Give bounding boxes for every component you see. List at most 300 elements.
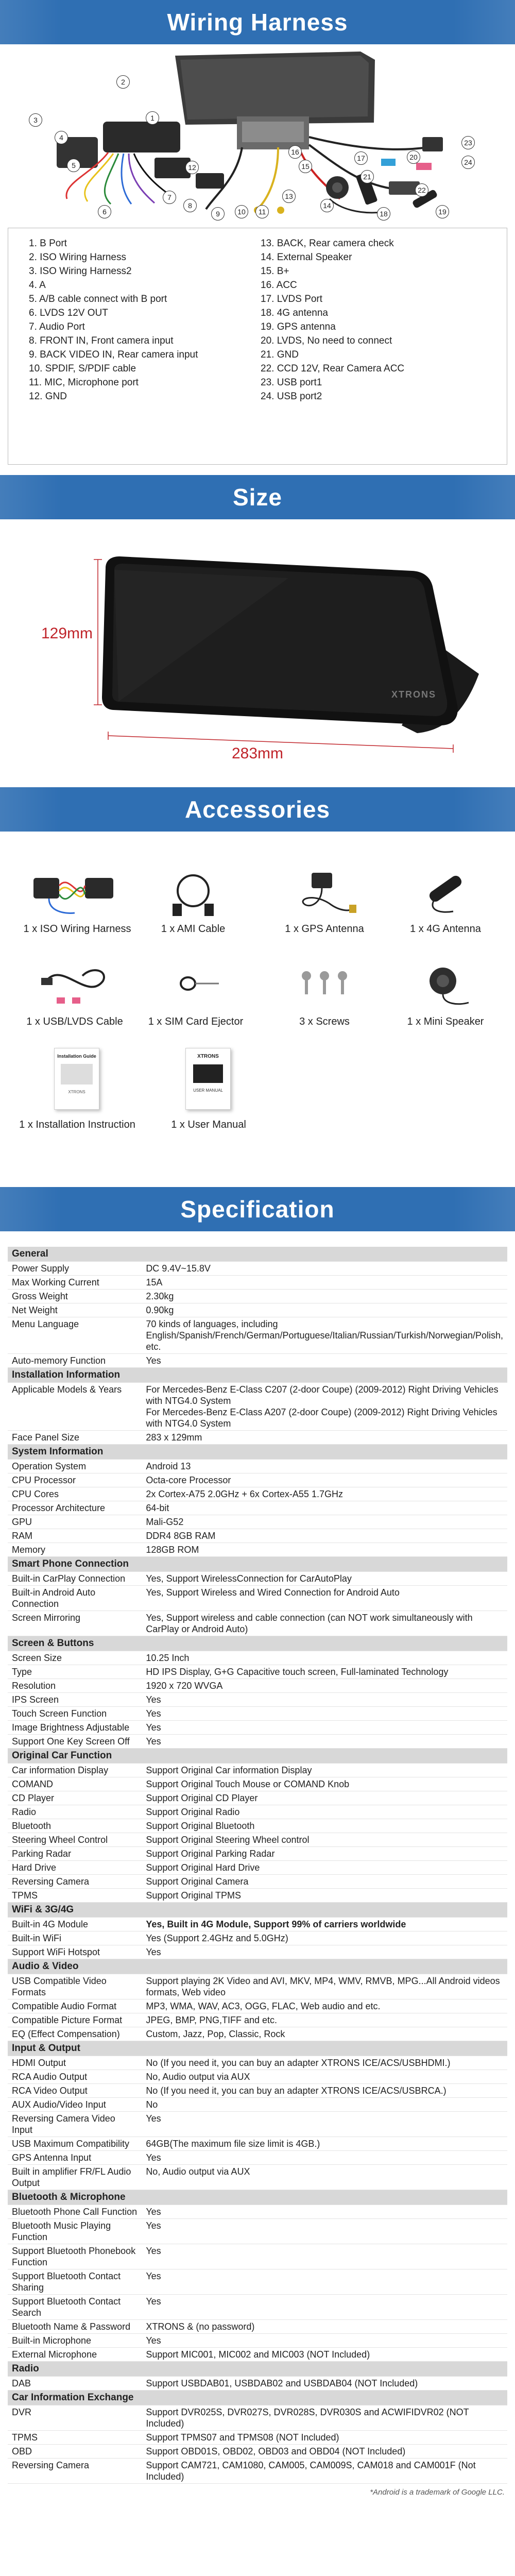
spec-key: Car information Display <box>8 1764 142 1777</box>
height-dimension: 129mm <box>41 625 93 642</box>
spec-key: Support Bluetooth Contact Sharing <box>8 2269 142 2295</box>
part-item: 8. FRONT IN, Front camera input <box>29 335 174 346</box>
spec-section-header <box>8 1247 507 1262</box>
callout-22: 22 <box>415 183 428 197</box>
spec-value: 2.30kg <box>142 1290 507 1303</box>
user-manual-booklet <box>185 1048 231 1110</box>
callout-11: 11 <box>255 205 269 218</box>
spec-value: Support Original Parking Radar <box>142 1847 507 1861</box>
spec-row <box>8 1777 507 1791</box>
spec-value: Support Original Touch Mouse or COMAND Knob <box>142 1777 507 1791</box>
spec-key: HDMI Output <box>8 2056 142 2070</box>
spec-section-title: Screen & Buttons <box>8 1636 507 1651</box>
4g-antenna-icon <box>407 862 479 919</box>
spec-key: Bluetooth Music Playing Function <box>8 2219 142 2244</box>
spec-section-header <box>8 1445 507 1460</box>
spec-row <box>8 2219 507 2244</box>
spec-section-title: WiFi & 3G/4G <box>8 1903 507 1918</box>
wiring-heading: Wiring Harness <box>167 9 348 36</box>
part-item: 19. GPS antenna <box>261 321 336 332</box>
spec-row <box>8 1889 507 1903</box>
spec-key: Support WiFi Hotspot <box>8 1945 142 1959</box>
part-item: 17. LVDS Port <box>261 294 323 304</box>
callout-2: 2 <box>116 75 130 89</box>
spec-key: RCA Audio Output <box>8 2070 142 2084</box>
callout-16: 16 <box>288 145 302 159</box>
accessories-heading: Accessories <box>184 796 331 823</box>
callout-18: 18 <box>377 207 390 221</box>
spec-section-title: System Information <box>8 1445 507 1460</box>
spec-value: Support Original Car information Display <box>142 1764 507 1777</box>
spec-row <box>8 1317 507 1354</box>
spec-key: GPS Antenna Input <box>8 2151 142 2165</box>
spec-key: USB Maximum Compatibility <box>8 2137 142 2151</box>
spec-value: Yes, Support WirelessConnection for CarAutoPlay <box>142 1572 507 1586</box>
spec-section-header <box>8 1368 507 1383</box>
spec-key: CPU Cores <box>8 1487 142 1501</box>
spec-value: Octa-core Processor <box>142 1473 507 1487</box>
spec-row <box>8 1918 507 1931</box>
spec-value: 70 kinds of languages, including English/Spanish/French/German/Portuguese/Italian/Russian/Turkish/Norwegian/Polish, etc. <box>142 1317 507 1354</box>
part-item: 9. BACK VIDEO IN, Rear camera input <box>29 349 198 360</box>
spec-value: 1920 x 720 WVGA <box>142 1679 507 1693</box>
spec-section-header <box>8 2362 507 2377</box>
spec-value: Yes <box>142 1693 507 1707</box>
spec-section-header <box>8 2391 507 2405</box>
spec-row <box>8 1974 507 1999</box>
spec-key: AUX Audio/Video Input <box>8 2098 142 2112</box>
spec-key: Built-in Microphone <box>8 2334 142 2348</box>
part-item: 22. CCD 12V, Rear Camera ACC <box>261 363 405 374</box>
spec-section-title: Audio & Video <box>8 1959 507 1974</box>
spec-value: No, Audio output via AUX <box>142 2165 507 2190</box>
spec-section-title: Installation Information <box>8 1368 507 1383</box>
spec-value: JPEG, BMP, PNG,TIFF and etc. <box>142 2013 507 2027</box>
spec-key: Support Bluetooth Phonebook Function <box>8 2244 142 2269</box>
spec-key: Reversing Camera Video Input <box>8 2112 142 2137</box>
spec-value: HD IPS Display, G+G Capacitive touch screen, Full-laminated Technology <box>142 1665 507 1679</box>
part-item: 6. LVDS 12V OUT <box>29 308 108 318</box>
spec-row <box>8 1945 507 1959</box>
part-item: 4. A <box>29 280 46 291</box>
part-item: 2. ISO Wiring Harness <box>29 252 126 263</box>
spec-key: Applicable Models & Years <box>8 1383 142 1431</box>
spec-row <box>8 1791 507 1805</box>
part-item: 16. ACC <box>261 280 297 291</box>
spec-section-title: Radio <box>8 2362 507 2377</box>
spec-key: Menu Language <box>8 1317 142 1354</box>
sim-ejector-icon <box>157 955 229 1012</box>
spec-value: No (If you need it, you can buy an adapter XTRONS ICE/ACS/USBHDMI.) <box>142 2056 507 2070</box>
callout-1: 1 <box>146 111 159 125</box>
spec-row <box>8 2013 507 2027</box>
spec-section-header <box>8 1749 507 1764</box>
spec-value: No (If you need it, you can buy an adapter XTRONS ICE/ACS/USBRCA.) <box>142 2084 507 2098</box>
spec-row <box>8 1707 507 1721</box>
spec-value: Yes <box>142 2269 507 2295</box>
part-item: 20. LVDS, No need to connect <box>261 335 392 346</box>
callout-9: 9 <box>211 207 225 221</box>
part-item: 13. BACK, Rear camera check <box>261 238 394 249</box>
size-banner <box>0 475 515 519</box>
acc-gps-antenna: 1 x GPS Antenna <box>285 923 364 935</box>
spec-key: Screen Mirroring <box>8 1611 142 1636</box>
spec-value: XTRONS & (no password) <box>142 2320 507 2334</box>
spec-key: Compatible Picture Format <box>8 2013 142 2027</box>
spec-key: GPU <box>8 1515 142 1529</box>
spec-section-title: General <box>8 1247 507 1262</box>
spec-row <box>8 1487 507 1501</box>
spec-key: RAM <box>8 1529 142 1543</box>
spec-key: Support One Key Screen Off <box>8 1735 142 1749</box>
spec-section-header <box>8 1903 507 1918</box>
spec-value: 64GB(The maximum file size limit is 4GB.) <box>142 2137 507 2151</box>
spec-value: 15A <box>142 1276 507 1290</box>
spec-value: Yes <box>142 2334 507 2348</box>
spec-section-title: Original Car Function <box>8 1749 507 1764</box>
spec-row <box>8 1586 507 1611</box>
specification-table <box>8 1247 507 2484</box>
spec-key: Max Working Current <box>8 1276 142 1290</box>
acc-ami-cable: 1 x AMI Cable <box>161 923 226 935</box>
spec-row <box>8 1529 507 1543</box>
wiring-parts-list <box>8 228 507 465</box>
part-item: 23. USB port1 <box>261 377 322 388</box>
spec-row <box>8 2445 507 2459</box>
spec-row <box>8 2151 507 2165</box>
spec-row <box>8 1875 507 1889</box>
spec-key: Bluetooth Name & Password <box>8 2320 142 2334</box>
spec-key: CD Player <box>8 1791 142 1805</box>
spec-row <box>8 2269 507 2295</box>
spec-value: Mali-G52 <box>142 1515 507 1529</box>
spec-key: Resolution <box>8 1679 142 1693</box>
spec-row <box>8 1651 507 1665</box>
installation-guide-booklet <box>54 1048 99 1110</box>
spec-key: Memory <box>8 1543 142 1557</box>
callout-13: 13 <box>282 190 296 203</box>
spec-key: Face Panel Size <box>8 1431 142 1445</box>
spec-row <box>8 1515 507 1529</box>
spec-row <box>8 1431 507 1445</box>
spec-value: Support USBDAB01, USBDAB02 and USBDAB04 (NOT Included) <box>142 2377 507 2391</box>
spec-value: Yes <box>142 1735 507 1749</box>
acc-mini-speaker: 1 x Mini Speaker <box>407 1016 484 1027</box>
spec-value: Yes <box>142 2205 507 2219</box>
spec-value: 128GB ROM <box>142 1543 507 1557</box>
spec-key: Built-in 4G Module <box>8 1918 142 1931</box>
part-item: 21. GND <box>261 349 299 360</box>
spec-row <box>8 1861 507 1875</box>
spec-value: Android 13 <box>142 1460 507 1473</box>
spec-row <box>8 2084 507 2098</box>
spec-row <box>8 2137 507 2151</box>
wiring-harness-illustration <box>0 44 515 222</box>
spec-row <box>8 2165 507 2190</box>
spec-key: Processor Architecture <box>8 1501 142 1515</box>
size-section <box>0 519 515 787</box>
spec-row <box>8 1665 507 1679</box>
spec-row <box>8 1543 507 1557</box>
spec-key: Radio <box>8 1805 142 1819</box>
callout-20: 20 <box>407 150 420 164</box>
callout-8: 8 <box>183 199 197 212</box>
spec-key: Steering Wheel Control <box>8 1833 142 1847</box>
spec-key: Operation System <box>8 1460 142 1473</box>
callout-19: 19 <box>436 205 449 218</box>
acc-4g-antenna: 1 x 4G Antenna <box>410 923 481 935</box>
spec-row <box>8 1290 507 1303</box>
acc-installation-instruction: 1 x Installation Instruction <box>19 1119 135 1130</box>
spec-value: No, Audio output via AUX <box>142 2070 507 2084</box>
spec-row <box>8 1303 507 1317</box>
wiring-diagram <box>0 44 515 222</box>
spec-key: Hard Drive <box>8 1861 142 1875</box>
spec-row <box>8 2027 507 2041</box>
spec-value: Yes, Support wireless and cable connection (can NOT work simultaneously with CarPlay or Android Auto) <box>142 1611 507 1636</box>
spec-key: Compatible Audio Format <box>8 1999 142 2013</box>
callout-23: 23 <box>461 136 475 149</box>
parts-column-right <box>261 236 482 457</box>
spec-row <box>8 1999 507 2013</box>
iso-harness-icon <box>28 862 121 919</box>
acc-user-manual: 1 x User Manual <box>171 1119 246 1130</box>
spec-key: COMAND <box>8 1777 142 1791</box>
acc-sim-ejector: 1 x SIM Card Ejector <box>148 1016 244 1027</box>
part-item: 15. B+ <box>261 266 289 277</box>
accessories-section <box>0 832 515 1187</box>
spec-row <box>8 1819 507 1833</box>
spec-value: 0.90kg <box>142 1303 507 1317</box>
spec-key: Bluetooth Phone Call Function <box>8 2205 142 2219</box>
spec-row <box>8 2348 507 2362</box>
spec-key: Built-in Android Auto Connection <box>8 1586 142 1611</box>
spec-key: Built in amplifier FR/FL Audio Output <box>8 2165 142 2190</box>
spec-row <box>8 1805 507 1819</box>
spec-value: For Mercedes-Benz E-Class C207 (2-door Coupe) (2009-2012) Right Driving Vehicles with NTG4.0 System For Mercedes-Benz E-Class A207 (2-door Coupe) (2009-2012) Right Driving Vehicles with NTG4.0 System <box>142 1383 507 1431</box>
spec-key: DVR <box>8 2405 142 2431</box>
spec-value: Yes, Support Wireless and Wired Connection for Android Auto <box>142 1586 507 1611</box>
callout-14: 14 <box>320 199 334 212</box>
spec-key: TPMS <box>8 1889 142 1903</box>
spec-section-header <box>8 1959 507 1974</box>
user-manual-title: USER MANUAL <box>193 1088 223 1093</box>
parts-column-left <box>29 236 250 457</box>
spec-value: 10.25 Inch <box>142 1651 507 1665</box>
spec-value: Support DVR025S, DVR027S, DVR028S, DVR030S and ACWIFIDVR02 (NOT Included) <box>142 2405 507 2431</box>
spec-key: Parking Radar <box>8 1847 142 1861</box>
spec-row <box>8 2334 507 2348</box>
spec-row <box>8 2244 507 2269</box>
spec-row <box>8 2431 507 2445</box>
spec-value: Yes <box>142 2295 507 2320</box>
callout-5: 5 <box>67 159 80 172</box>
spec-key: Built-in WiFi <box>8 1931 142 1945</box>
spec-key: Net Weight <box>8 1303 142 1317</box>
spec-value: Support Original Steering Wheel control <box>142 1833 507 1847</box>
wiring-banner <box>0 0 515 44</box>
spec-row <box>8 1262 507 1276</box>
part-item: 10. SPDIF, S/PDIF cable <box>29 363 136 374</box>
callout-21: 21 <box>360 170 374 183</box>
spec-value: DDR4 8GB RAM <box>142 1529 507 1543</box>
mini-speaker-icon <box>407 955 479 1012</box>
spec-value: DC 9.4V~15.8V <box>142 1262 507 1276</box>
spec-value: Support Original Bluetooth <box>142 1819 507 1833</box>
acc-screws: 3 x Screws <box>299 1016 350 1027</box>
spec-row <box>8 1735 507 1749</box>
spec-value: No <box>142 2098 507 2112</box>
spec-row <box>8 1721 507 1735</box>
spec-key: OBD <box>8 2445 142 2459</box>
part-item: 24. USB port2 <box>261 391 322 402</box>
spec-section-title: Car Information Exchange <box>8 2391 507 2405</box>
spec-row <box>8 1473 507 1487</box>
spec-value: Yes <box>142 2219 507 2244</box>
spec-key: Type <box>8 1665 142 1679</box>
part-item: 11. MIC, Microphone port <box>29 377 139 388</box>
spec-row <box>8 1572 507 1586</box>
callout-10: 10 <box>235 205 248 218</box>
callout-12: 12 <box>185 161 199 174</box>
spec-section-header <box>8 1557 507 1572</box>
spec-key: Screen Size <box>8 1651 142 1665</box>
spec-value: Yes <box>142 2151 507 2165</box>
spec-value: Support Original Radio <box>142 1805 507 1819</box>
part-item: 18. 4G antenna <box>261 308 328 318</box>
spec-key: Reversing Camera <box>8 2459 142 2484</box>
screws-icon <box>286 955 363 1012</box>
spec-key: Reversing Camera <box>8 1875 142 1889</box>
spec-value: Support playing 2K Video and AVI, MKV, MP4, WMV, RMVB, MPG...All Android videos formats, Web video <box>142 1974 507 1999</box>
spec-value: Yes <box>142 2112 507 2137</box>
acc-iso-harness: 1 x ISO Wiring Harness <box>23 923 131 935</box>
spec-value: Support OBD01S, OBD02, OBD03 and OBD04 (NOT Included) <box>142 2445 507 2459</box>
spec-row <box>8 2112 507 2137</box>
spec-row <box>8 1354 507 1368</box>
gps-antenna-icon <box>288 862 360 919</box>
spec-key: CPU Processor <box>8 1473 142 1487</box>
callout-24: 24 <box>461 156 475 169</box>
spec-row <box>8 2405 507 2431</box>
spec-row <box>8 1276 507 1290</box>
spec-row <box>8 1833 507 1847</box>
spec-row <box>8 1501 507 1515</box>
callout-3: 3 <box>29 113 42 127</box>
spec-value: Yes <box>142 2244 507 2269</box>
spec-value: Support CAM721, CAM1080, CAM005, CAM009S, CAM018 and CAM001F (Not Included) <box>142 2459 507 2484</box>
spec-value: Support Original Hard Drive <box>142 1861 507 1875</box>
spec-value: Yes <box>142 1945 507 1959</box>
spec-row <box>8 2205 507 2219</box>
part-item: 7. Audio Port <box>29 321 85 332</box>
spec-value: Support MIC001, MIC002 and MIC003 (NOT Included) <box>142 2348 507 2362</box>
callout-17: 17 <box>354 151 368 165</box>
spec-value: Support Original CD Player <box>142 1791 507 1805</box>
spec-row <box>8 2056 507 2070</box>
spec-row <box>8 2295 507 2320</box>
spec-key: Touch Screen Function <box>8 1707 142 1721</box>
spec-row <box>8 2459 507 2484</box>
spec-row <box>8 1611 507 1636</box>
spec-row <box>8 1383 507 1431</box>
spec-section-title: Input & Output <box>8 2041 507 2056</box>
spec-value: Yes <box>142 1354 507 1368</box>
spec-key: Auto-memory Function <box>8 1354 142 1368</box>
callout-4: 4 <box>55 131 68 144</box>
spec-key: Built-in CarPlay Connection <box>8 1572 142 1586</box>
spec-row <box>8 2070 507 2084</box>
spec-key: Power Supply <box>8 1262 142 1276</box>
part-item: 12. GND <box>29 391 67 402</box>
size-heading: Size <box>232 484 283 511</box>
part-item: 14. External Speaker <box>261 252 352 263</box>
spec-value: Yes (Support 2.4GHz and 5.0GHz) <box>142 1931 507 1945</box>
spec-key: USB Compatible Video Formats <box>8 1974 142 1999</box>
accessories-banner <box>0 787 515 832</box>
spec-value: Custom, Jazz, Pop, Classic, Rock <box>142 2027 507 2041</box>
spec-section-header <box>8 2041 507 2056</box>
spec-value: Yes, Built in 4G Module, Support 99% of carriers worldwide <box>142 1918 507 1931</box>
specification-heading: Specification <box>180 1196 335 1223</box>
spec-row <box>8 1847 507 1861</box>
usb-lvds-cable-icon <box>36 955 113 1012</box>
spec-row <box>8 1764 507 1777</box>
part-item: 5. A/B cable connect with B port <box>29 294 167 304</box>
spec-key: Bluetooth <box>8 1819 142 1833</box>
spec-value: Support Original TPMS <box>142 1889 507 1903</box>
spec-value: Yes <box>142 1707 507 1721</box>
part-item: 1. B Port <box>29 238 67 249</box>
spec-row <box>8 2098 507 2112</box>
spec-value: 64-bit <box>142 1501 507 1515</box>
width-dimension: 283mm <box>232 745 284 762</box>
install-guide-brand: XTRONS <box>68 1090 85 1094</box>
android-trademark-note: *Android is a trademark of Google LLC. <box>370 2488 505 2497</box>
ami-cable-icon <box>162 862 224 919</box>
spec-row <box>8 2320 507 2334</box>
brand-logo: XTRONS <box>391 689 437 700</box>
spec-section-header <box>8 2190 507 2205</box>
spec-section-title: Bluetooth & Microphone <box>8 2190 507 2205</box>
spec-row <box>8 2377 507 2391</box>
install-guide-title: Installation Guide <box>57 1054 96 1059</box>
spec-row <box>8 1679 507 1693</box>
spec-key: IPS Screen <box>8 1693 142 1707</box>
spec-key: EQ (Effect Compensation) <box>8 2027 142 2041</box>
callout-15: 15 <box>299 160 312 173</box>
spec-key: TPMS <box>8 2431 142 2445</box>
part-item: 3. ISO Wiring Harness2 <box>29 266 132 277</box>
spec-row <box>8 1693 507 1707</box>
spec-value: Yes <box>142 1721 507 1735</box>
spec-key: DAB <box>8 2377 142 2391</box>
spec-section-title: Smart Phone Connection <box>8 1557 507 1572</box>
spec-key: Image Brightness Adjustable <box>8 1721 142 1735</box>
spec-key: RCA Video Output <box>8 2084 142 2098</box>
spec-section-header <box>8 1636 507 1651</box>
spec-key: Gross Weight <box>8 1290 142 1303</box>
spec-key: Support Bluetooth Contact Search <box>8 2295 142 2320</box>
spec-value: 283 x 129mm <box>142 1431 507 1445</box>
spec-value: MP3, WMA, WAV, AC3, OGG, FLAC, Web audio and etc. <box>142 1999 507 2013</box>
spec-key: External Microphone <box>8 2348 142 2362</box>
callout-6: 6 <box>98 205 111 218</box>
spec-value: 2x Cortex-A75 2.0GHz + 6x Cortex-A55 1.7GHz <box>142 1487 507 1501</box>
spec-row <box>8 1460 507 1473</box>
callout-7: 7 <box>163 191 176 204</box>
spec-row <box>8 1931 507 1945</box>
